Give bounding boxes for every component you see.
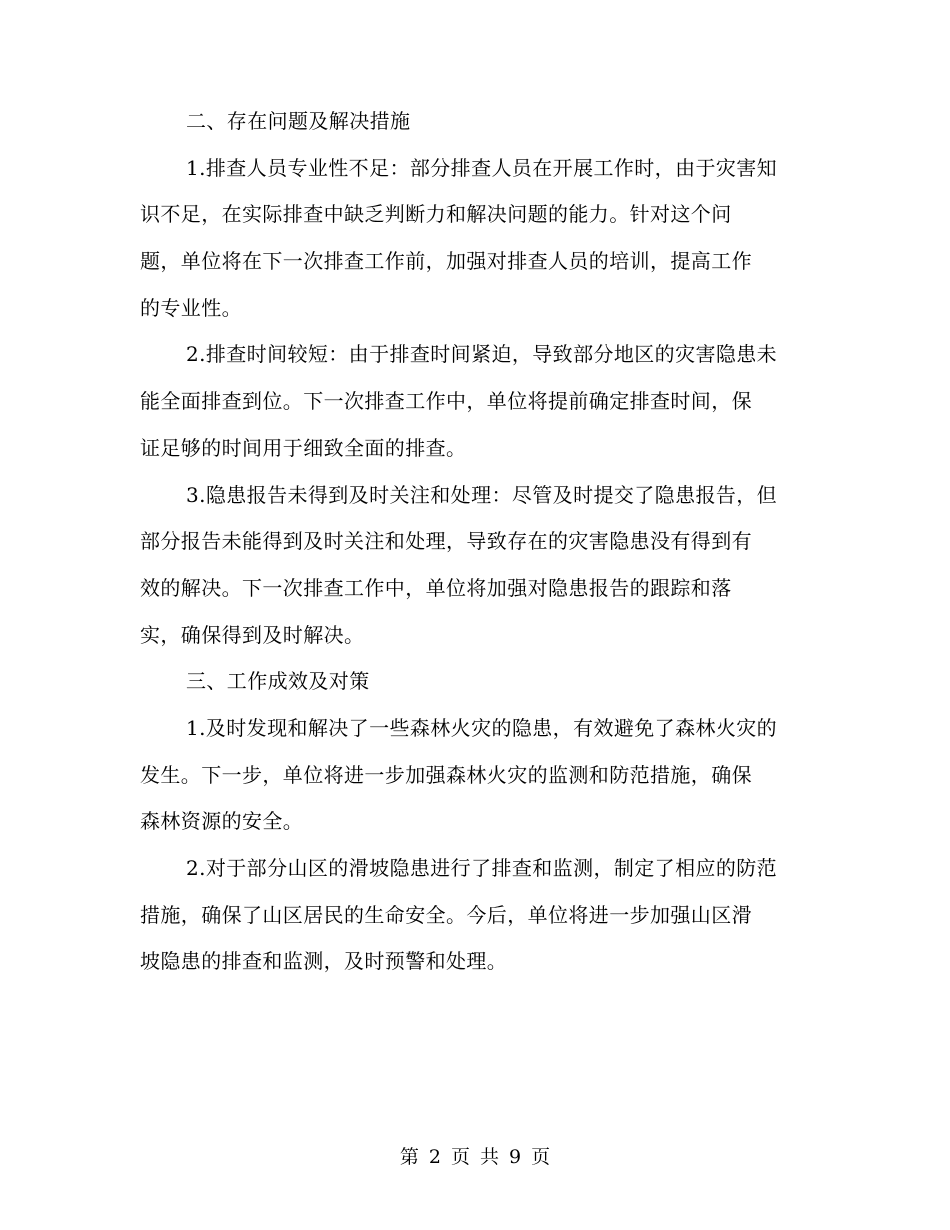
paragraph-line: 题，单位将在下一次排查工作前，加强对排查人员的培训，提高工作: [140, 249, 752, 274]
section-heading-results: 三、工作成效及对策: [186, 669, 370, 694]
section-heading-problems: 二、存在问题及解决措施: [186, 109, 411, 133]
paragraph-line: 措施，确保了山区居民的生命安全。今后，单位将进一步加强山区滑: [140, 902, 752, 927]
paragraph-line: 部分报告未能得到及时关注和处理，导致存在的灾害隐患没有得到有: [140, 529, 752, 554]
paragraph-line: 实，确保得到及时解决。: [140, 622, 365, 647]
paragraph-line: 证足够的时间用于细致全面的排查。: [140, 435, 467, 460]
paragraph-line: 识不足，在实际排查中缺乏判断力和解决问题的能力。针对这个问: [140, 202, 732, 227]
page-number-footer: 第 2 页 共 9 页: [399, 1146, 551, 1168]
paragraph-line: 1.及时发现和解决了一些森林火灾的隐患，有效避免了森林火灾的: [186, 715, 778, 740]
paragraph-line: 能全面排查到位。下一次排查工作中，单位将提前确定排查时间，保: [140, 389, 752, 414]
paragraph-line: 3.隐患报告未得到及时关注和处理：尽管及时提交了隐患报告，但: [186, 482, 778, 507]
paragraph-line: 2.对于部分山区的滑坡隐患进行了排查和监测，制定了相应的防范: [186, 856, 778, 880]
paragraph-line: 的专业性。: [140, 295, 242, 320]
paragraph-line: 1.排查人员专业性不足：部分排查人员在开展工作时，由于灾害知: [186, 155, 778, 180]
paragraph-line: 坡隐患的排查和监测，及时预警和处理。: [140, 949, 508, 974]
document-body: [140, 98, 816, 985]
paragraph-line: 森林资源的安全。: [140, 809, 304, 834]
paragraph-line: 2.排查时间较短：由于排查时间紧迫，导致部分地区的灾害隐患未: [186, 342, 778, 367]
paragraph-line: 效的解决。下一次排查工作中，单位将加强对隐患报告的跟踪和落: [140, 575, 732, 600]
paragraph-line: 发生。下一步，单位将进一步加强森林火灾的监测和防范措施，确保: [140, 762, 752, 787]
